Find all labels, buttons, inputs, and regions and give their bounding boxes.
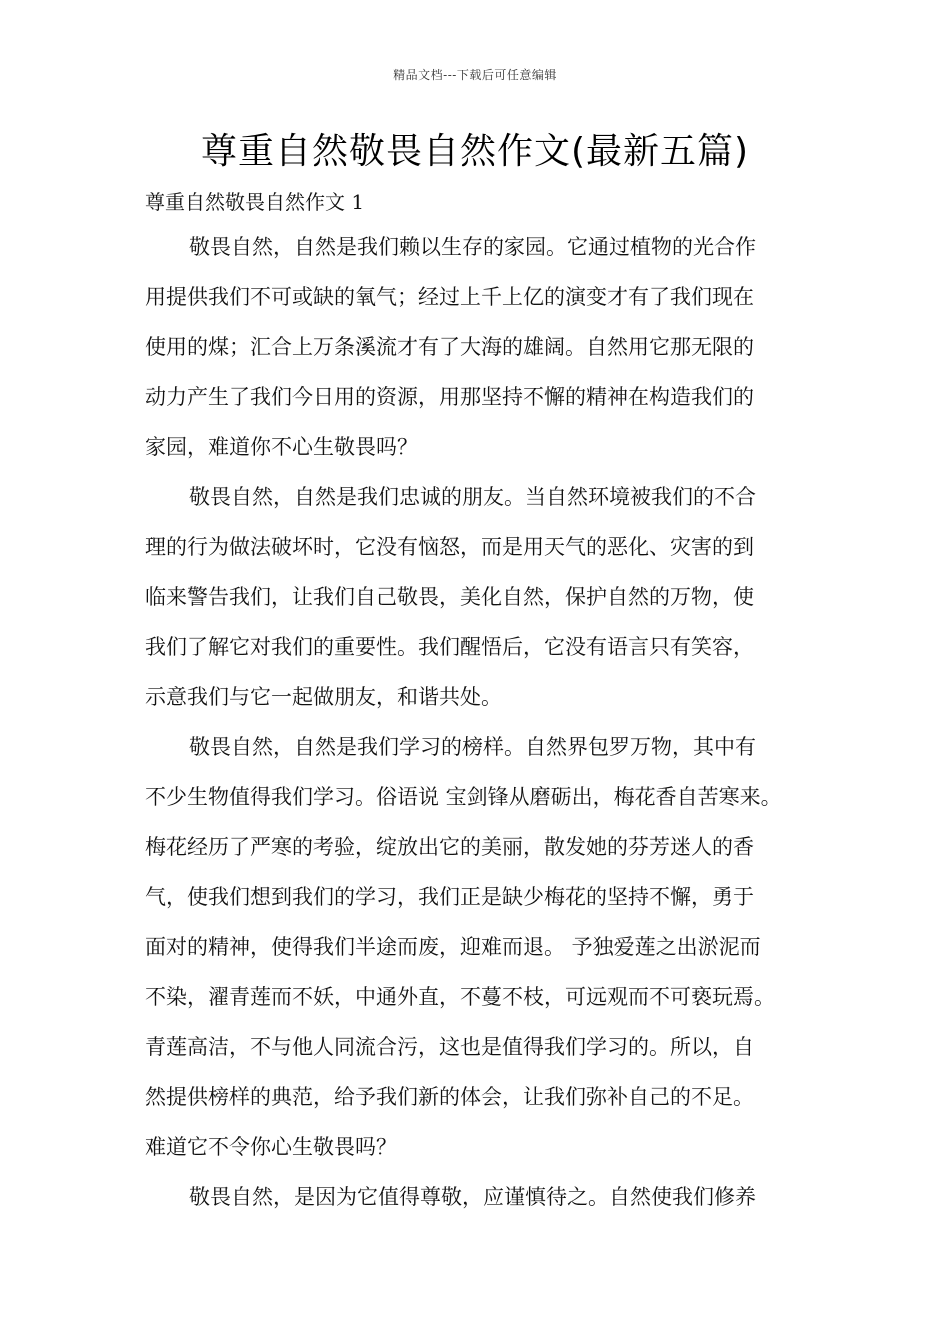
paragraph-4 (145, 1172, 810, 1222)
paragraph-line: 家园，难道你不心生敬畏吗？ (145, 435, 418, 459)
paragraph-1 (145, 222, 810, 472)
document-title: 尊重自然敬畏自然作文(最新五篇) (200, 131, 750, 172)
paragraph-line: 敬畏自然，自然是我们学习的榜样。自然界包罗万物，其中有 (189, 735, 756, 759)
paragraph-line: 难道它不令你心生敬畏吗？ (145, 1135, 397, 1159)
paragraph-line: 敬畏自然，自然是我们赖以生存的家园。它通过植物的光合作 (189, 235, 756, 259)
section-heading: 尊重自然敬畏自然作文 1 (145, 190, 365, 214)
paragraph-line: 面对的精神，使得我们半途而废，迎难而退。 予独爱莲之出淤泥而 (145, 935, 761, 959)
paragraph-line: 不少生物值得我们学习。俗语说 宝剑锋从磨砺出，梅花香自苦寒来。 (145, 785, 782, 809)
paragraph-line: 然提供榜样的典范，给予我们新的体会，让我们弥补自己的不足。 (145, 1085, 754, 1109)
paragraph-line: 我们了解它对我们的重要性。我们醒悟后，它没有语言只有笑容， (145, 635, 754, 659)
paragraph-line: 气，使我们想到我们的学习，我们正是缺少梅花的坚持不懈，勇于 (145, 885, 754, 909)
paragraph-3 (145, 722, 810, 1172)
paragraph-line: 动力产生了我们今日用的资源，用那坚持不懈的精神在构造我们的 (145, 385, 754, 409)
paragraph-line: 示意我们与它一起做朋友，和谐共处。 (145, 685, 502, 709)
header-note: 精品文档---下载后可任意编辑 (393, 68, 557, 82)
document-body (145, 182, 810, 1222)
paragraph-2 (145, 472, 810, 722)
paragraph-line: 青莲高洁，不与他人同流合污，这也是值得我们学习的。所以，自 (145, 1035, 754, 1059)
paragraph-line: 临来警告我们，让我们自己敬畏，美化自然，保护自然的万物，使 (145, 585, 754, 609)
paragraph-line: 梅花经历了严寒的考验，绽放出它的美丽，散发她的芬芳迷人的香 (145, 835, 754, 859)
paragraph-line: 不染，濯青莲而不妖，中通外直，不蔓不枝，可远观而不可亵玩焉。 (145, 985, 775, 1009)
paragraph-line: 理的行为做法破坏时，它没有恼怒，而是用天气的恶化、灾害的到 (145, 535, 754, 559)
paragraph-line: 敬畏自然，自然是我们忠诚的朋友。当自然环境被我们的不合 (189, 485, 756, 509)
paragraph-line: 用提供我们不可或缺的氧气；经过上千上亿的演变才有了我们现在 (145, 285, 754, 309)
paragraph-line: 使用的煤；汇合上万条溪流才有了大海的雄阔。自然用它那无限的 (145, 335, 754, 359)
paragraph-line: 敬畏自然，是因为它值得尊敬，应谨慎待之。自然使我们修养 (189, 1185, 756, 1209)
